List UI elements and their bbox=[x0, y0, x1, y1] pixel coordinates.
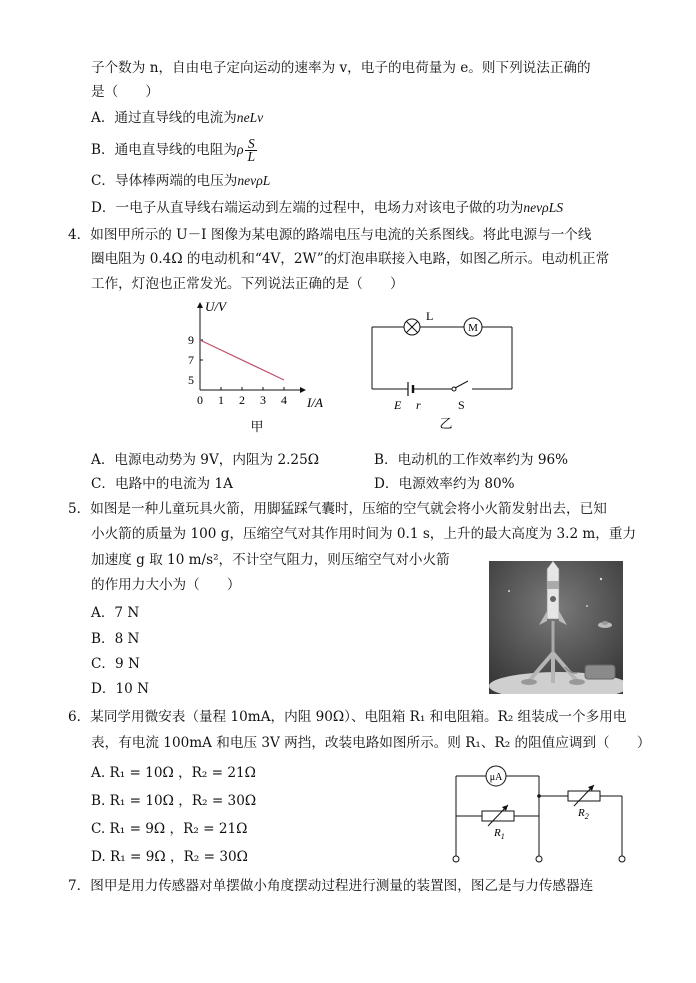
terminal-3 bbox=[619, 856, 625, 862]
q6-option-a: A. R₁ = 10Ω ，R₂ = 21Ω bbox=[91, 765, 256, 781]
q4-stem-line1: 4．如图甲所示的 U－I 图像为某电源的路端电压与电流的关系图线。将此电源与一个线 bbox=[68, 227, 592, 243]
q3-option-c-expr: nevρL bbox=[237, 173, 271, 188]
graph-x-tick-0: 0 bbox=[197, 393, 203, 407]
q3-option-d-text: D．一电子从直导线右端运动到左端的过程中，电场力对该电子做的功为 bbox=[91, 200, 524, 216]
q4-option-b: B．电动机的工作效率约为 96% bbox=[374, 452, 569, 468]
r2-label: $R_2$ bbox=[578, 807, 589, 821]
ui-graph bbox=[175, 295, 335, 445]
series-circuit-diagram bbox=[368, 310, 518, 430]
q3-option-b-rho: ρ bbox=[236, 142, 244, 157]
internal-resistance-label: r bbox=[416, 398, 421, 412]
q3-option-a bbox=[91, 109, 263, 127]
graph-y-tick-9: 9 bbox=[188, 333, 194, 347]
graph-x-label: I/A bbox=[307, 395, 323, 410]
q3-stem-line2: 是（ ） bbox=[91, 84, 159, 100]
q5-option-d: D．10 N bbox=[91, 681, 150, 697]
q3-option-b-fraction bbox=[245, 138, 257, 163]
q3-option-a-expr: neLv bbox=[236, 110, 264, 125]
q5-stem-line2: 小火箭的质量为 100 g，压缩空气对其作用时间为 0.1 s，上升的最大高度为 3.2 m，重力 bbox=[91, 526, 637, 542]
multimeter-circuit-diagram bbox=[446, 758, 636, 870]
graph-y-tick-5: 5 bbox=[188, 373, 194, 387]
switch-blade bbox=[455, 381, 468, 388]
q3-fraction-denominator: L bbox=[247, 149, 256, 164]
junction-dot bbox=[537, 794, 541, 798]
q4-option-a: A．电源电动势为 9V，内阻为 2.25Ω bbox=[91, 452, 319, 468]
q4-stem-line2: 圈电阻为 0.4Ω 的电动机和“4V，2W”的灯泡串联接入电路，如图乙所示。电动机正常 bbox=[91, 251, 610, 267]
q3-option-b bbox=[91, 138, 257, 163]
q3-option-c-text: C．导体棒两端的电压为 bbox=[91, 173, 238, 189]
microammeter-label: μA bbox=[489, 772, 503, 783]
q6-option-b: B. R₁ = 10Ω ，R₂ = 30Ω bbox=[91, 793, 257, 809]
q3-fraction-numerator: S bbox=[245, 138, 257, 151]
q6-option-d: D. R₁ = 9Ω ，R₂ = 30Ω bbox=[91, 849, 248, 865]
q4-option-c: C．电路中的电流为 1A bbox=[91, 476, 233, 492]
circuit-caption: 乙 bbox=[439, 416, 453, 430]
graph-data-line bbox=[200, 340, 284, 380]
q5-option-a: A．7 N bbox=[91, 605, 140, 621]
q3-option-d bbox=[91, 199, 563, 217]
q6-option-c: C. R₁ = 9Ω ，R₂ = 21Ω bbox=[91, 821, 248, 837]
q7-stem-line1: 7．图甲是用力传感器对单摆做小角度摆动过程进行测量的装置图，图乙是与力传感器连 bbox=[68, 878, 594, 894]
switch-label: S bbox=[458, 398, 465, 412]
graph-x-tick-1: 1 bbox=[218, 393, 224, 407]
graph-x-tick-4: 4 bbox=[281, 393, 287, 407]
q5-option-c: C．9 N bbox=[91, 656, 140, 672]
q3-stem-line1: 子个数为 n，自由电子定向运动的速率为 v，电子的电荷量为 e。则下列说法正确的 bbox=[91, 60, 591, 76]
q3-option-b-text: B．通电直导线的电阻为 bbox=[91, 142, 237, 158]
q3-option-c bbox=[91, 172, 270, 190]
q6-stem-line1: 6．某同学用微安表（量程 10mA，内阻 90Ω）、电阻箱 R₁ 和电阻箱。R₂ 组装成一个多用电 bbox=[68, 709, 627, 725]
terminal-1 bbox=[453, 856, 459, 862]
graph-x-tick-2: 2 bbox=[239, 393, 245, 407]
graph-caption: 甲 bbox=[250, 419, 264, 434]
motor-label: M bbox=[468, 322, 478, 334]
q3-option-d-expr: nevρLS bbox=[523, 200, 564, 215]
q5-stem-line1: 5．如图是一种儿童玩具火箭，用脚猛踩气囊时，压缩的空气就会将小火箭发射出去，已知 bbox=[68, 501, 607, 517]
r1-label: $R_1$ bbox=[494, 827, 505, 841]
q3-option-a-text: A．通过直导线的电流为 bbox=[91, 110, 237, 126]
q5-stem-line3: 加速度 g 取 10 m/s²，不计空气阻力，则压缩空气对小火箭 bbox=[91, 552, 450, 568]
q6-stem-line2: 表，有电流 100mA 和电压 3V 两挡，改装电路如图所示。则 R₁、R₂ 的阻值应调到（ ） bbox=[91, 735, 651, 751]
toy-rocket-photo bbox=[489, 561, 623, 694]
q5-option-b: B．8 N bbox=[91, 631, 140, 647]
q5-stem-line4: 的作用力大小为（ ） bbox=[91, 577, 241, 593]
emf-label: E bbox=[394, 398, 402, 412]
q4-stem-line3: 工作，灯泡也正常发光。下列说法正确的是（ ） bbox=[91, 276, 404, 292]
terminal-2 bbox=[536, 856, 542, 862]
graph-y-label: U/V bbox=[205, 299, 226, 314]
lamp-label: L bbox=[426, 310, 434, 323]
graph-y-tick-7: 7 bbox=[188, 353, 194, 367]
q4-option-d: D．电源效率约为 80% bbox=[374, 476, 515, 492]
graph-x-tick-3: 3 bbox=[260, 393, 266, 407]
